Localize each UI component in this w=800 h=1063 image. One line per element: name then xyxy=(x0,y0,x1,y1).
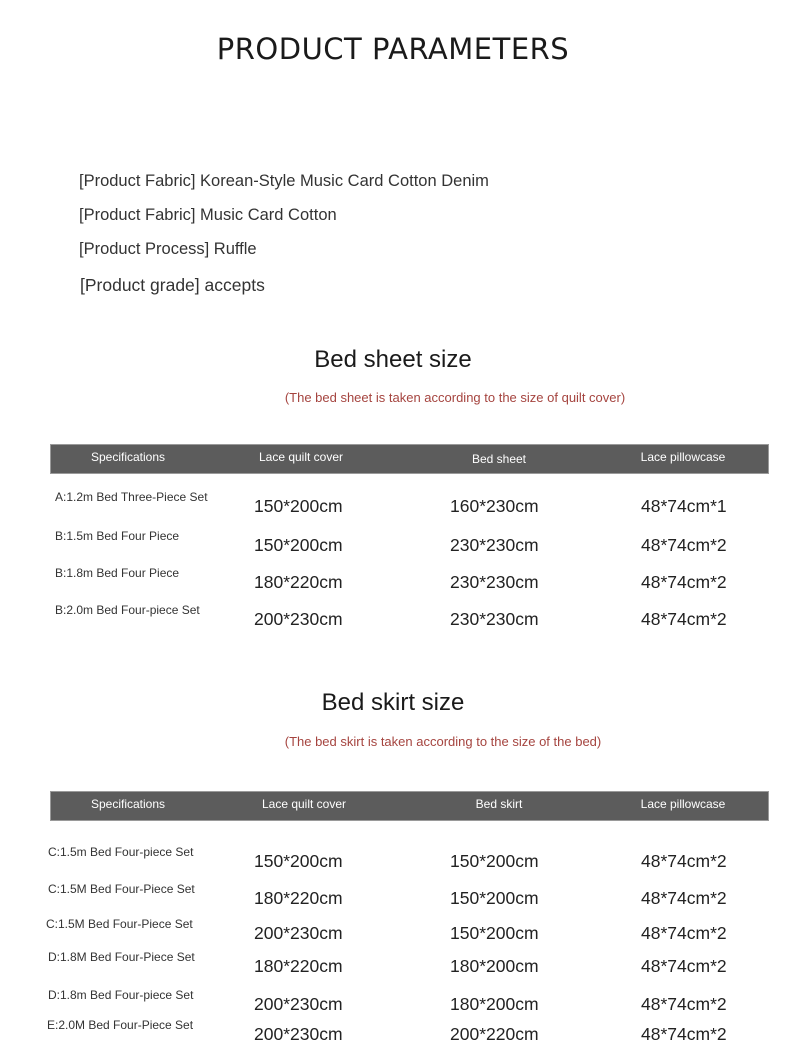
header-lace-pillowcase: Lace pillowcase xyxy=(640,797,726,811)
page-title: PRODUCT PARAMETERS xyxy=(216,32,570,66)
table-row xyxy=(0,950,800,974)
row-bed-skirt: 200*220cm xyxy=(450,1024,539,1044)
row-bed-skirt: 180*200cm xyxy=(450,956,539,976)
row-pillowcase: 48*74cm*2 xyxy=(641,923,727,943)
row-pillowcase: 48*74cm*2 xyxy=(641,609,727,629)
row-pillowcase: 48*74cm*2 xyxy=(641,851,727,871)
table-row xyxy=(0,566,800,590)
row-pillowcase: 48*74cm*2 xyxy=(641,572,727,592)
row-specification: A:1.2m Bed Three-Piece Set xyxy=(55,490,208,504)
table-row xyxy=(0,603,800,627)
row-specification: B:1.5m Bed Four Piece xyxy=(55,529,180,543)
header-specifications: Specifications xyxy=(90,797,166,811)
table-row xyxy=(0,882,800,906)
row-specification: D:1.8M Bed Four-Piece Set xyxy=(48,950,195,964)
bed-skirt-title: Bed skirt size xyxy=(321,689,465,716)
row-bed-skirt: 150*200cm xyxy=(450,851,539,871)
row-quilt-cover: 200*230cm xyxy=(254,609,343,629)
table-row xyxy=(0,490,800,514)
row-pillowcase: 48*74cm*2 xyxy=(641,888,727,908)
table-row xyxy=(0,917,800,941)
row-pillowcase: 48*74cm*1 xyxy=(641,496,727,516)
row-specification: D:1.8m Bed Four-piece Set xyxy=(48,988,194,1002)
row-bed-sheet: 160*230cm xyxy=(450,496,539,516)
parameter-process: [Product Process] Ruffle xyxy=(79,240,257,258)
row-specification: E:2.0M Bed Four-Piece Set xyxy=(47,1018,194,1032)
header-specifications: Specifications xyxy=(90,450,166,464)
header-lace-quilt-cover: Lace quilt cover xyxy=(258,450,344,464)
table-row xyxy=(0,1018,800,1042)
parameter-fabric-2: [Product Fabric] Music Card Cotton xyxy=(79,206,337,224)
parameter-grade: [Product grade] accepts xyxy=(80,275,265,295)
row-bed-skirt: 150*200cm xyxy=(450,923,539,943)
row-specification: C:1.5M Bed Four-Piece Set xyxy=(46,917,193,931)
bed-skirt-table-header xyxy=(50,791,769,821)
row-quilt-cover: 180*220cm xyxy=(254,572,343,592)
row-quilt-cover: 180*220cm xyxy=(254,888,343,908)
row-quilt-cover: 180*220cm xyxy=(254,956,343,976)
table-row xyxy=(0,845,800,869)
parameter-fabric-1: [Product Fabric] Korean-Style Music Card Cotton Denim xyxy=(79,172,489,190)
row-quilt-cover: 150*200cm xyxy=(254,496,343,516)
header-bed-skirt: Bed skirt xyxy=(475,797,523,811)
row-pillowcase: 48*74cm*2 xyxy=(641,1024,727,1044)
row-pillowcase: 48*74cm*2 xyxy=(641,994,727,1014)
bed-sheet-note: (The bed sheet is taken according to the size of quilt cover) xyxy=(284,390,626,405)
row-quilt-cover: 150*200cm xyxy=(254,535,343,555)
table-row xyxy=(0,988,800,1012)
row-quilt-cover: 200*230cm xyxy=(254,923,343,943)
header-bed-sheet: Bed sheet xyxy=(471,452,527,466)
row-bed-sheet: 230*230cm xyxy=(450,609,539,629)
bed-sheet-title: Bed sheet size xyxy=(314,346,472,373)
row-quilt-cover: 150*200cm xyxy=(254,851,343,871)
row-pillowcase: 48*74cm*2 xyxy=(641,535,727,555)
row-bed-sheet: 230*230cm xyxy=(450,535,539,555)
row-quilt-cover: 200*230cm xyxy=(254,1024,343,1044)
row-pillowcase: 48*74cm*2 xyxy=(641,956,727,976)
bed-sheet-table-header xyxy=(50,444,769,474)
row-bed-skirt: 180*200cm xyxy=(450,994,539,1014)
header-lace-pillowcase: Lace pillowcase xyxy=(640,450,726,464)
row-bed-skirt: 150*200cm xyxy=(450,888,539,908)
row-specification: C:1.5M Bed Four-Piece Set xyxy=(48,882,195,896)
row-bed-sheet: 230*230cm xyxy=(450,572,539,592)
header-lace-quilt-cover: Lace quilt cover xyxy=(261,797,347,811)
row-specification: B:1.8m Bed Four Piece xyxy=(55,566,180,580)
row-specification: B:2.0m Bed Four-piece Set xyxy=(55,603,200,617)
row-specification: C:1.5m Bed Four-piece Set xyxy=(48,845,194,859)
bed-skirt-note: (The bed skirt is taken according to the size of the bed) xyxy=(284,734,602,749)
table-row xyxy=(0,529,800,553)
row-quilt-cover: 200*230cm xyxy=(254,994,343,1014)
